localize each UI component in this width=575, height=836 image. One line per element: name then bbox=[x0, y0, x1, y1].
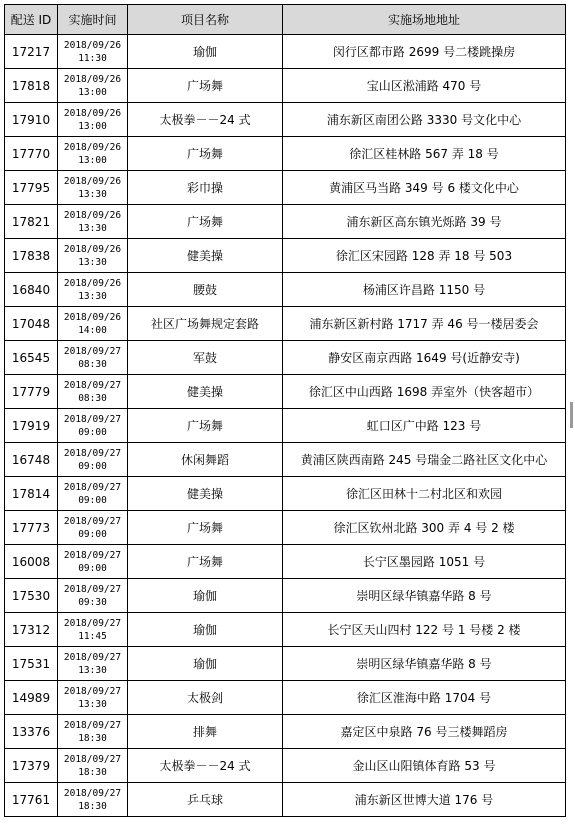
cell-time bbox=[58, 715, 128, 749]
cell-project-name: 广场舞 bbox=[128, 205, 283, 239]
cell-id: 17795 bbox=[5, 171, 58, 205]
cell-time-text: 09:00 bbox=[78, 528, 107, 540]
cell-time bbox=[58, 69, 128, 103]
table-row bbox=[5, 715, 566, 749]
cell-date-text: 2018/09/26 bbox=[63, 107, 122, 119]
cell-address: 崇明区绿华镇嘉华路 8 号 bbox=[283, 579, 566, 613]
cell-project-name: 腰鼓 bbox=[128, 273, 283, 307]
table-row bbox=[5, 783, 566, 817]
cell-time bbox=[58, 783, 128, 817]
table-row bbox=[5, 375, 566, 409]
cell-time-text: 09:00 bbox=[78, 562, 107, 574]
cell-time bbox=[58, 273, 128, 307]
cell-time-text: 13:30 bbox=[78, 290, 107, 302]
table-row bbox=[5, 137, 566, 171]
cell-project-name: 瑜伽 bbox=[128, 613, 283, 647]
cell-address: 静安区南京西路 1649 号(近静安寺) bbox=[283, 341, 566, 375]
cell-date-text: 2018/09/27 bbox=[63, 719, 122, 731]
table-row bbox=[5, 443, 566, 477]
cell-date-text: 2018/09/26 bbox=[63, 209, 122, 221]
table-row bbox=[5, 171, 566, 205]
cell-date-text: 2018/09/26 bbox=[63, 39, 122, 51]
cell-time bbox=[58, 171, 128, 205]
table-row bbox=[5, 477, 566, 511]
table-row bbox=[5, 681, 566, 715]
cell-time bbox=[58, 579, 128, 613]
cell-project-name: 军鼓 bbox=[128, 341, 283, 375]
cell-date-text: 2018/09/26 bbox=[63, 73, 122, 85]
header-time: 实施时间 bbox=[58, 5, 128, 35]
cell-address: 浦东新区南团公路 3330 号文化中心 bbox=[283, 103, 566, 137]
cell-address: 徐汇区中山西路 1698 弄室外（快客超市） bbox=[283, 375, 566, 409]
cell-id: 17312 bbox=[5, 613, 58, 647]
table-row bbox=[5, 307, 566, 341]
cell-date-text: 2018/09/27 bbox=[63, 413, 122, 425]
cell-id: 17838 bbox=[5, 239, 58, 273]
cell-project-name: 瑜伽 bbox=[128, 647, 283, 681]
cell-time bbox=[58, 681, 128, 715]
cell-time-text: 13:30 bbox=[78, 222, 107, 234]
cell-project-name: 广场舞 bbox=[128, 137, 283, 171]
cell-project-name: 广场舞 bbox=[128, 409, 283, 443]
cell-date-text: 2018/09/27 bbox=[63, 345, 122, 357]
cell-project-name: 健美操 bbox=[128, 477, 283, 511]
cell-address: 杨浦区许昌路 1150 号 bbox=[283, 273, 566, 307]
header-id: 配送 ID bbox=[5, 5, 58, 35]
cell-time bbox=[58, 511, 128, 545]
cell-id: 17821 bbox=[5, 205, 58, 239]
table-row bbox=[5, 545, 566, 579]
cell-date-text: 2018/09/27 bbox=[63, 549, 122, 561]
cell-project-name: 太极剑 bbox=[128, 681, 283, 715]
table-row bbox=[5, 35, 566, 69]
cell-date-text: 2018/09/26 bbox=[63, 175, 122, 187]
cell-time-text: 13:00 bbox=[78, 154, 107, 166]
cell-id: 14989 bbox=[5, 681, 58, 715]
table-row bbox=[5, 69, 566, 103]
cell-time-text: 09:00 bbox=[78, 460, 107, 472]
cell-time bbox=[58, 205, 128, 239]
cell-time bbox=[58, 103, 128, 137]
table-row bbox=[5, 749, 566, 783]
cell-time-text: 13:00 bbox=[78, 120, 107, 132]
cell-id: 17773 bbox=[5, 511, 58, 545]
cell-time-text: 13:30 bbox=[78, 256, 107, 268]
cell-address: 黄浦区马当路 349 号 6 楼文化中心 bbox=[283, 171, 566, 205]
table-row bbox=[5, 409, 566, 443]
cell-date-text: 2018/09/26 bbox=[63, 141, 122, 153]
cell-date-text: 2018/09/26 bbox=[63, 311, 122, 323]
schedule-table bbox=[4, 4, 566, 817]
cell-date-text: 2018/09/26 bbox=[63, 243, 122, 255]
cell-time-text: 08:30 bbox=[78, 358, 107, 370]
cell-address: 嘉定区中泉路 76 号三楼舞蹈房 bbox=[283, 715, 566, 749]
cell-address: 宝山区淞浦路 470 号 bbox=[283, 69, 566, 103]
cell-time-text: 13:30 bbox=[78, 188, 107, 200]
cell-id: 16748 bbox=[5, 443, 58, 477]
cell-address: 徐汇区宋园路 128 弄 18 号 503 bbox=[283, 239, 566, 273]
cell-time-text: 18:30 bbox=[78, 766, 107, 778]
header-name: 项目名称 bbox=[128, 5, 283, 35]
cell-date-text: 2018/09/27 bbox=[63, 447, 122, 459]
cell-time bbox=[58, 647, 128, 681]
cell-address: 长宁区天山四村 122 号 1 号楼 2 楼 bbox=[283, 613, 566, 647]
cell-address: 金山区山阳镇体育路 53 号 bbox=[283, 749, 566, 783]
cell-project-name: 健美操 bbox=[128, 375, 283, 409]
cell-time bbox=[58, 443, 128, 477]
cell-project-name: 太极拳－－24 式 bbox=[128, 103, 283, 137]
cell-id: 17379 bbox=[5, 749, 58, 783]
cell-id: 17531 bbox=[5, 647, 58, 681]
cell-date-text: 2018/09/27 bbox=[63, 685, 122, 697]
cell-time bbox=[58, 375, 128, 409]
cell-time-text: 11:45 bbox=[78, 630, 107, 642]
cell-id: 17779 bbox=[5, 375, 58, 409]
cell-address: 浦东新区高东镇光烁路 39 号 bbox=[283, 205, 566, 239]
cell-address: 崇明区绿华镇嘉华路 8 号 bbox=[283, 647, 566, 681]
header-row bbox=[5, 5, 566, 35]
cell-id: 16840 bbox=[5, 273, 58, 307]
cell-address: 浦东新区新村路 1717 弄 46 号一楼居委会 bbox=[283, 307, 566, 341]
cell-project-name: 排舞 bbox=[128, 715, 283, 749]
cell-date-text: 2018/09/27 bbox=[63, 753, 122, 765]
cell-address: 虹口区广中路 123 号 bbox=[283, 409, 566, 443]
cell-project-name: 乒乓球 bbox=[128, 783, 283, 817]
cell-time bbox=[58, 307, 128, 341]
table-row bbox=[5, 239, 566, 273]
cell-time bbox=[58, 545, 128, 579]
cell-date-text: 2018/09/27 bbox=[63, 481, 122, 493]
cell-date-text: 2018/09/27 bbox=[63, 379, 122, 391]
cell-id: 16008 bbox=[5, 545, 58, 579]
cell-project-name: 广场舞 bbox=[128, 511, 283, 545]
cell-address: 黄浦区陕西南路 245 号瑞金二路社区文化中心 bbox=[283, 443, 566, 477]
cell-time-text: 09:30 bbox=[78, 596, 107, 608]
cell-address: 徐汇区桂林路 567 弄 18 号 bbox=[283, 137, 566, 171]
cell-project-name: 休闲舞蹈 bbox=[128, 443, 283, 477]
cell-id: 17919 bbox=[5, 409, 58, 443]
cell-project-name: 瑜伽 bbox=[128, 579, 283, 613]
table-row bbox=[5, 579, 566, 613]
cell-id: 17217 bbox=[5, 35, 58, 69]
cell-id: 17530 bbox=[5, 579, 58, 613]
cell-id: 17818 bbox=[5, 69, 58, 103]
cell-address: 徐汇区淮海中路 1704 号 bbox=[283, 681, 566, 715]
cell-address: 徐汇区田林十二村北区和欢园 bbox=[283, 477, 566, 511]
table-row bbox=[5, 273, 566, 307]
cell-project-name: 太极拳－－24 式 bbox=[128, 749, 283, 783]
table-row bbox=[5, 613, 566, 647]
cell-time-text: 14:00 bbox=[78, 324, 107, 336]
cell-id: 17761 bbox=[5, 783, 58, 817]
cell-time-text: 09:00 bbox=[78, 426, 107, 438]
cell-address: 徐汇区钦州北路 300 弄 4 号 2 楼 bbox=[283, 511, 566, 545]
cell-time-text: 13:30 bbox=[78, 664, 107, 676]
cell-id: 17910 bbox=[5, 103, 58, 137]
cell-time bbox=[58, 341, 128, 375]
cell-address: 长宁区墨园路 1051 号 bbox=[283, 545, 566, 579]
cell-project-name: 彩巾操 bbox=[128, 171, 283, 205]
cell-address: 浦东新区世博大道 176 号 bbox=[283, 783, 566, 817]
cell-time bbox=[58, 409, 128, 443]
cell-date-text: 2018/09/27 bbox=[63, 617, 122, 629]
cell-time-text: 09:00 bbox=[78, 494, 107, 506]
table-row bbox=[5, 103, 566, 137]
cell-time-text: 18:30 bbox=[78, 732, 107, 744]
table-row bbox=[5, 341, 566, 375]
cell-address: 闵行区都市路 2699 号二楼跳操房 bbox=[283, 35, 566, 69]
cell-project-name: 瑜伽 bbox=[128, 35, 283, 69]
cell-time bbox=[58, 137, 128, 171]
table-row bbox=[5, 647, 566, 681]
cell-time bbox=[58, 239, 128, 273]
cell-project-name: 广场舞 bbox=[128, 545, 283, 579]
cell-time bbox=[58, 613, 128, 647]
cell-time-text: 18:30 bbox=[78, 800, 107, 812]
cell-project-name: 健美操 bbox=[128, 239, 283, 273]
cell-time-text: 08:30 bbox=[78, 392, 107, 404]
cell-id: 16545 bbox=[5, 341, 58, 375]
cell-date-text: 2018/09/27 bbox=[63, 787, 122, 799]
cell-date-text: 2018/09/27 bbox=[63, 515, 122, 527]
cell-time-text: 11:30 bbox=[78, 52, 107, 64]
cell-date-text: 2018/09/26 bbox=[63, 277, 122, 289]
cell-time bbox=[58, 477, 128, 511]
cell-id: 17814 bbox=[5, 477, 58, 511]
cell-id: 17048 bbox=[5, 307, 58, 341]
cell-date-text: 2018/09/27 bbox=[63, 583, 122, 595]
cell-id: 13376 bbox=[5, 715, 58, 749]
cell-time bbox=[58, 35, 128, 69]
table-row bbox=[5, 511, 566, 545]
header-address: 实施场地地址 bbox=[283, 5, 566, 35]
cell-project-name: 广场舞 bbox=[128, 69, 283, 103]
cell-time-text: 13:30 bbox=[78, 698, 107, 710]
cell-time bbox=[58, 749, 128, 783]
cell-date-text: 2018/09/27 bbox=[63, 651, 122, 663]
cell-id: 17770 bbox=[5, 137, 58, 171]
cell-project-name: 社区广场舞规定套路 bbox=[128, 307, 283, 341]
scroll-marker bbox=[570, 402, 573, 428]
cell-time-text: 13:00 bbox=[78, 86, 107, 98]
table-row bbox=[5, 205, 566, 239]
